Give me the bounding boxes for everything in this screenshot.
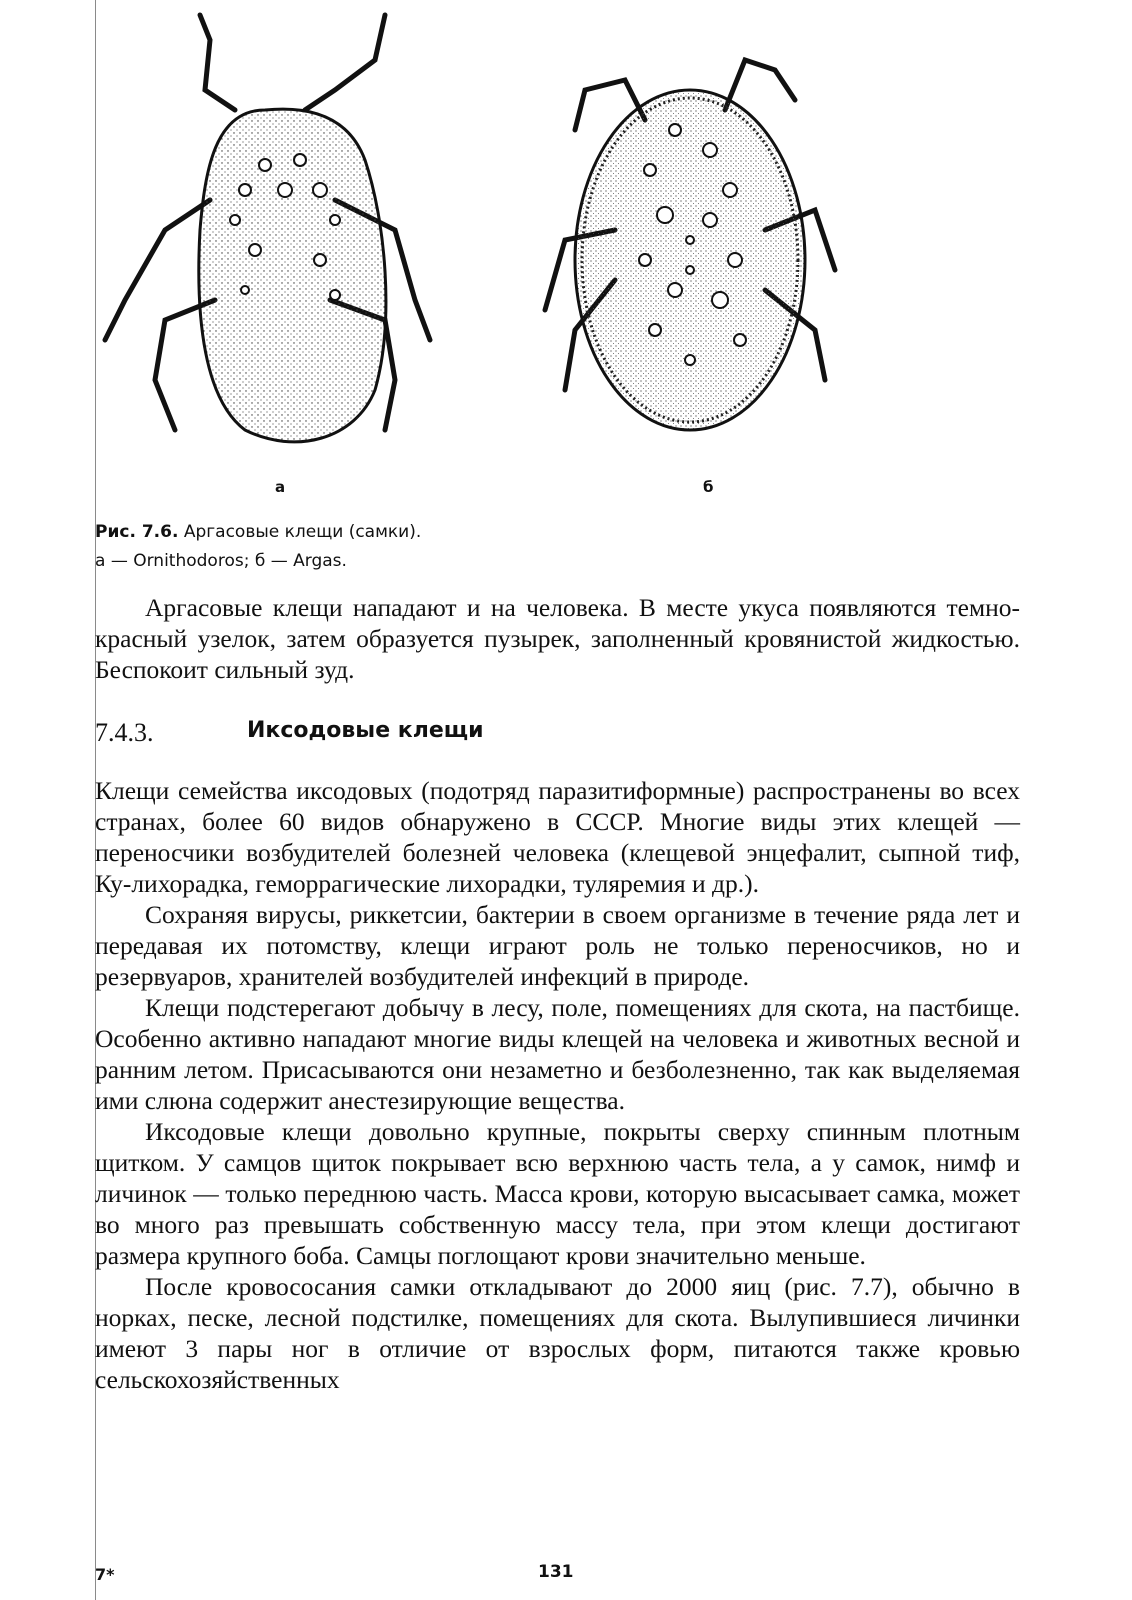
paragraph-3: Клещи подстерегают добычу в лесу, поле, помещениях для скота, на пастбище. Особенно активно нападают многие виды клещей на человека и животных весной и ранним летом. Присасываются они незаметно и безболезненно, так как выделяемая ими слюна содержит анестезирующие вещества. (95, 993, 1020, 1115)
page-number: 131 (538, 1562, 574, 1582)
section-body (95, 775, 1020, 1395)
caption-legend: а — Ornithodoros; б — Argas. (95, 551, 347, 571)
ornithodoros-tick-illustration (95, 0, 445, 470)
section-heading (95, 718, 995, 752)
section-title: Иксодовые клещи (247, 718, 484, 743)
figure-label-a: а (275, 478, 286, 496)
paragraph-4: Иксодовые клещи довольно крупные, покрыты сверху спинным плотным щитком. У самцов щиток покрывает всю верхнюю часть тела, а у самок, нимф и личинок — только переднюю часть. Масса крови, которую высасывает самка, может во много раз превышать собственную массу тела, при этом клещи достигают размера крупного боба. Самцы поглощают крови значительно меньше. (95, 1117, 1020, 1270)
caption-number: Рис. 7.6. (95, 522, 179, 542)
paragraph-2: Сохраняя вирусы, риккетсии, бактерии в своем организме в течение ряда лет и передавая их потомству, клещи играют роль не только переносчиков, но и резервуаров, хранителей возбудителей инфекций в природе. (95, 900, 1020, 991)
figure-7-6 (95, 0, 1025, 500)
signature-mark: 7* (95, 1565, 115, 1584)
paragraph-1: Клещи семейства иксодовых (подотряд паразитиформные) распространены во всех странах, более 60 видов обнаружено в СССР. Многие виды этих клещей — переносчики возбудителей болезней человека (клещевой энцефалит, сыпной тиф, Ку-лихорадка, геморрагические лихорадки, туляремия и др.). (95, 776, 1020, 898)
figure-label-b: б (703, 478, 714, 496)
paragraph-5: После кровососания самки откладывают до 2000 яиц (рис. 7.7), обычно в норках, песке, лесной подстилке, помещениях для скота. Вылупившиеся личинки имеют 3 пары ног в отличие от взрослых форм, питаются также кровью сельскохозяйственных (95, 1272, 1020, 1394)
figure-caption (95, 518, 421, 576)
section-number: 7.4.3. (95, 718, 154, 747)
intro-paragraph: Аргасовые клещи нападают и на человека. В месте укуса появляются темно-красный узелок, затем образуется пузырек, заполненный кровянистой жидкостью. Беспокоит сильный зуд. (95, 593, 1020, 684)
argas-tick-illustration (525, 0, 855, 470)
caption-title: Аргасовые клещи (самки). (183, 522, 422, 542)
intro-text-block (95, 592, 1020, 685)
